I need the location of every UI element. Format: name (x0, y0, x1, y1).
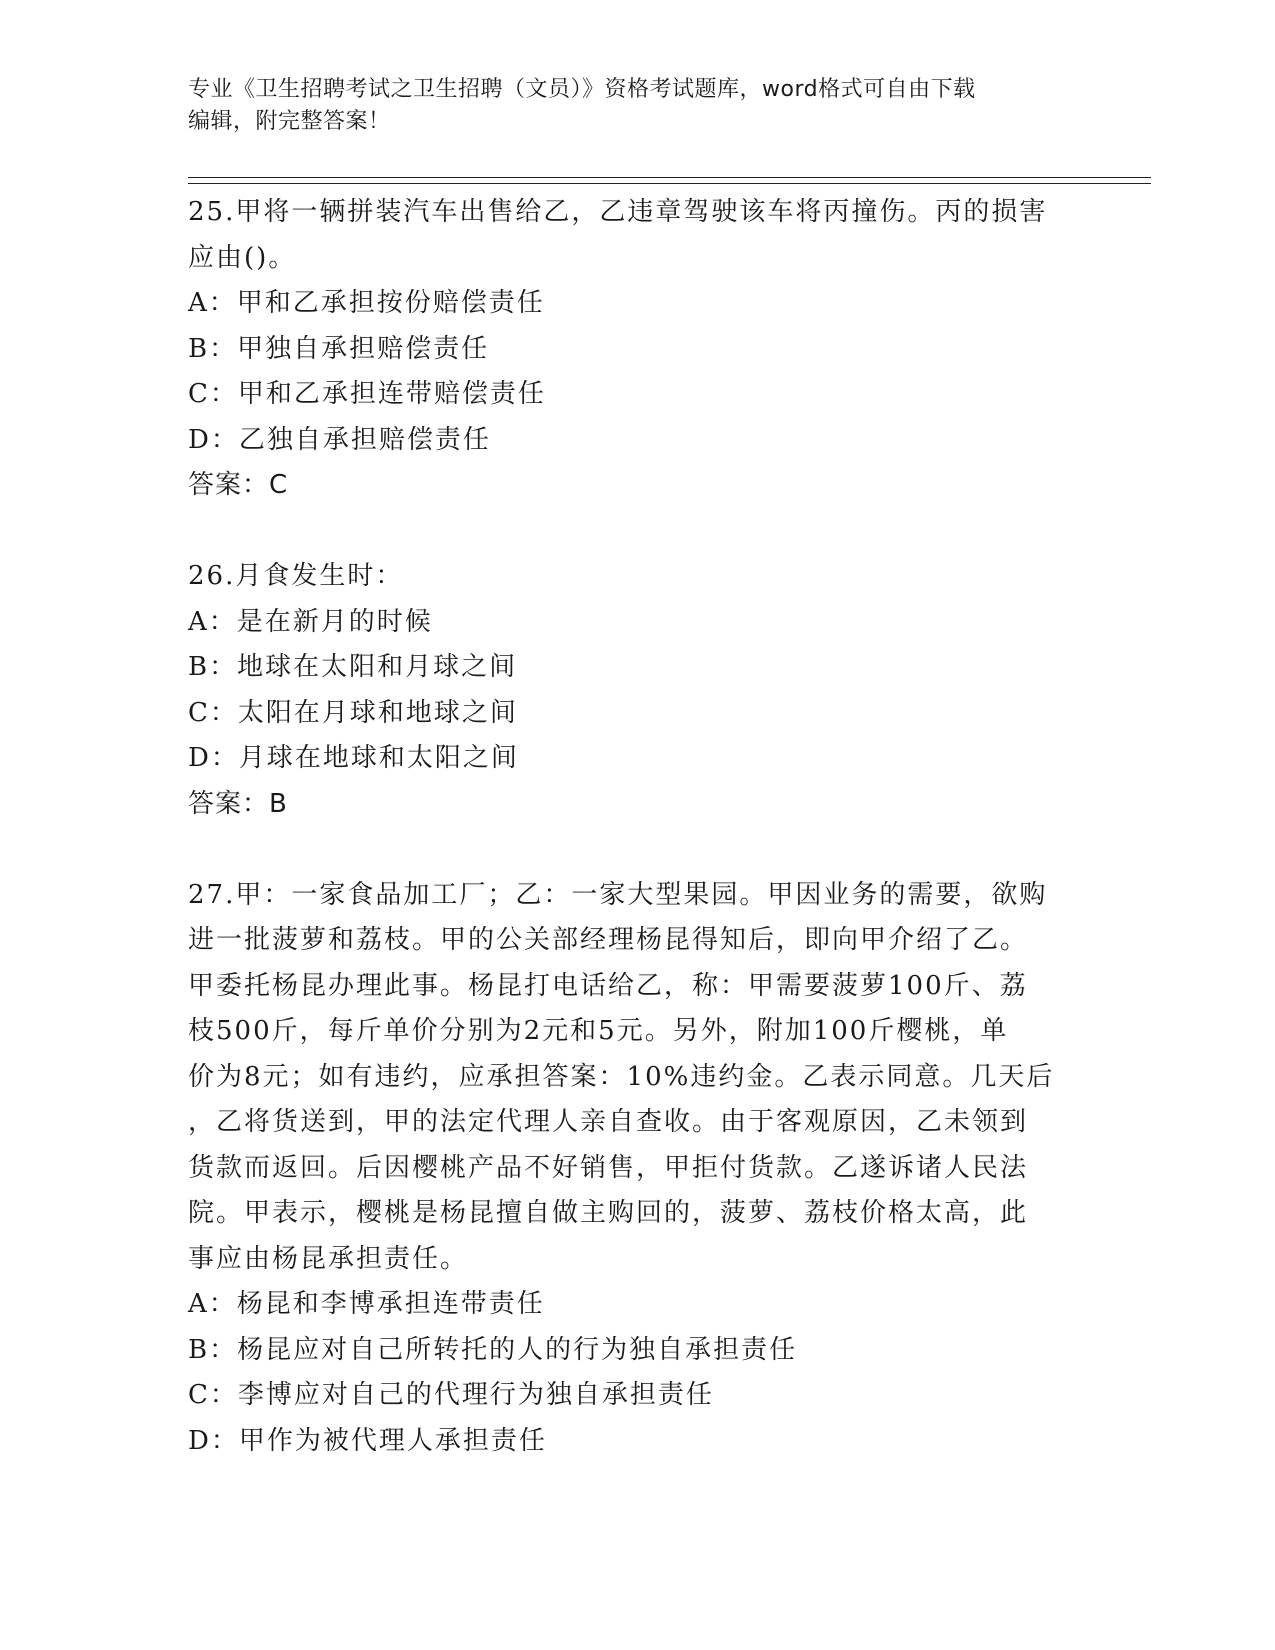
question-stem-line: 应由()。 (188, 242, 297, 273)
option-d: D：月球在地球和太阳之间 (188, 743, 519, 773)
question-stem-line: 枝500斤，每斤单价分别为2元和5元。另外，附加100斤樱桃，单 (188, 1016, 1009, 1046)
header-line-2: 编辑，附完整答案！ (188, 109, 391, 134)
question-27 (188, 873, 1088, 1465)
question-list (188, 190, 1088, 1464)
option-c: C：李博应对自己的代理行为独自承担责任 (188, 1380, 714, 1410)
option-d: D：甲作为被代理人承担责任 (188, 1425, 547, 1456)
question-26 (188, 554, 1088, 827)
question-stem-line: 25.甲将一辆拼装汽车出售给乙，乙违章驾驶该车将丙撞伤。丙的损害 (188, 197, 1048, 227)
header-divider-top (188, 177, 1151, 178)
option-c: C：甲和乙承担连带赔偿责任 (188, 379, 546, 409)
question-stem-line: 27.甲：一家食品加工厂；乙：一家大型果园。甲因业务的需要，欲购 (188, 879, 1048, 910)
option-b: B：甲独自承担赔偿责任 (188, 333, 490, 364)
option-a: A：是在新月的时候 (188, 606, 433, 637)
question-25 (188, 190, 1088, 509)
question-stem-line: 价为8元；如有违约，应承担答案：10%违约金。乙表示同意。几天后 (188, 1061, 1055, 1092)
option-b: B：杨昆应对自己所转托的人的行为独自承担责任 (188, 1334, 798, 1365)
question-stem-line: 26.月食发生时： (188, 561, 404, 591)
question-stem-line: 事应由杨昆承担责任。 (188, 1243, 469, 1274)
question-stem-line: ，乙将货送到，甲的法定代理人亲自查收。由于客观原因，乙未领到 (188, 1107, 1029, 1137)
header-divider-bottom (188, 183, 1151, 184)
document-header (188, 74, 1088, 138)
option-d: D：乙独自承担赔偿责任 (188, 424, 491, 455)
question-stem-line: 院。甲表示，樱桃是杨昆擅自做主购回的，菠萝、荔枝价格太高，此 (188, 1198, 1029, 1228)
question-spacer (188, 509, 1088, 555)
question-stem-line: 进一批菠萝和荔枝。甲的公关部经理杨昆得知后，即向甲介绍了乙。 (188, 925, 1029, 955)
option-a: A：甲和乙承担按份赔偿责任 (188, 288, 545, 318)
question-stem-line: 货款而返回。后因樱桃产品不好销售，甲拒付货款。乙遂诉诸人民法 (188, 1152, 1029, 1183)
answer-line: 答案：B (188, 788, 288, 819)
option-a: A：杨昆和李博承担连带责任 (188, 1289, 545, 1319)
option-c: C：太阳在月球和地球之间 (188, 697, 518, 728)
header-line-1: 专业《卫生招聘考试之卫生招聘（文员）》资格考试题库，word格式可自由下载 (188, 77, 976, 102)
question-stem-line: 甲委托杨昆办理此事。杨昆打电话给乙，称：甲需要菠萝100斤、荔 (188, 970, 1028, 1001)
answer-line: 答案：C (188, 470, 289, 500)
question-spacer (188, 827, 1088, 873)
option-b: B：地球在太阳和月球之间 (188, 652, 518, 682)
